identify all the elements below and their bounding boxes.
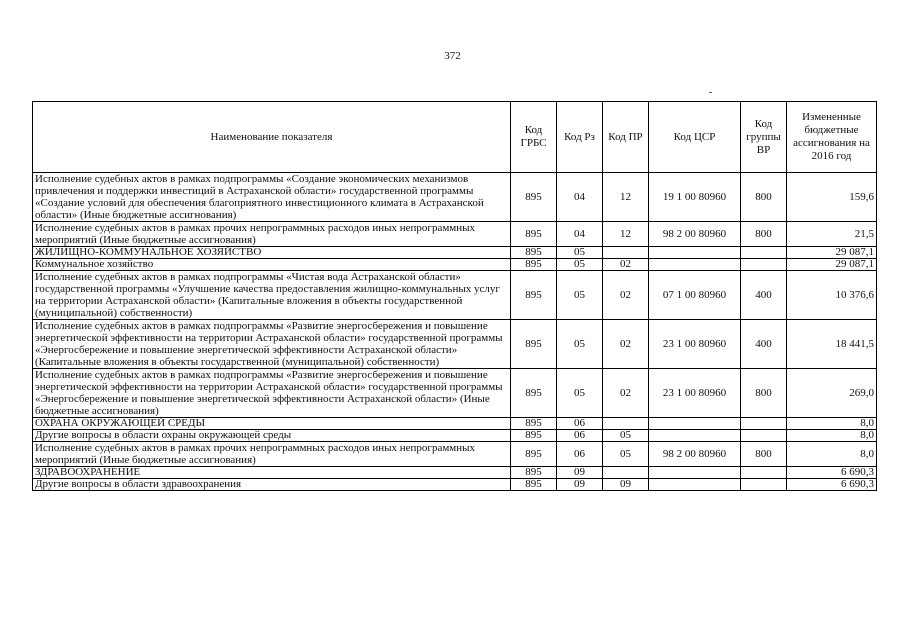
cell-pr	[603, 467, 649, 479]
cell-csr	[649, 247, 741, 259]
table-row	[33, 369, 877, 418]
cell-vr: 800	[741, 173, 787, 222]
cell-name: Коммунальное хозяйство	[33, 259, 511, 271]
table-row	[33, 222, 877, 247]
header-csr: Код ЦСР	[649, 102, 741, 173]
cell-pr: 12	[603, 173, 649, 222]
cell-rz: 06	[557, 418, 603, 430]
header-pr: Код ПР	[603, 102, 649, 173]
cell-grbs: 895	[511, 369, 557, 418]
table-row	[33, 259, 877, 271]
cell-csr	[649, 479, 741, 491]
cell-vr: 400	[741, 271, 787, 320]
cell-name: Исполнение судебных актов в рамках прочих непрограммных расходов иных непрограммных мероприятий (Иные бюджетные ассигнования)	[33, 442, 511, 467]
cell-pr: 02	[603, 320, 649, 369]
cell-amount: 269,0	[787, 369, 877, 418]
cell-vr: 400	[741, 320, 787, 369]
cell-csr: 19 1 00 80960	[649, 173, 741, 222]
cell-pr	[603, 247, 649, 259]
cell-amount: 6 690,3	[787, 479, 877, 491]
cell-grbs: 895	[511, 320, 557, 369]
cell-grbs: 895	[511, 442, 557, 467]
table-row	[33, 173, 877, 222]
header-grbs: Код ГРБС	[511, 102, 557, 173]
cell-csr	[649, 430, 741, 442]
cell-amount: 10 376,6	[787, 271, 877, 320]
cell-rz: 04	[557, 222, 603, 247]
cell-pr	[603, 418, 649, 430]
cell-name: Исполнение судебных актов в рамках подпрограммы «Чистая вода Астраханской области» государственной программы «Улучшение качества предоставления жилищно-коммунальных услуг на территории Астраханской области» (Капитальные вложения в объекты государственной (муниципальной) собственности)	[33, 271, 511, 320]
cell-rz: 09	[557, 467, 603, 479]
cell-rz: 05	[557, 259, 603, 271]
cell-grbs: 895	[511, 173, 557, 222]
cell-name: Исполнение судебных актов в рамках подпрограммы «Развитие энергосбережения и повышение энергетической эффективности на территории Астраханской области» государственной программы «Энергосбережение и повышение энергетической эффективности Астраханской области» (Иные бюджетные ассигнования)	[33, 369, 511, 418]
budget-table	[32, 101, 877, 491]
cell-amount: 159,6	[787, 173, 877, 222]
cell-name: ЖИЛИЩНО-КОММУНАЛЬНОЕ ХОЗЯЙСТВО	[33, 247, 511, 259]
page-number: 372	[444, 50, 461, 62]
cell-csr	[649, 418, 741, 430]
cell-vr: 800	[741, 442, 787, 467]
cell-vr: 800	[741, 222, 787, 247]
cell-name: Исполнение судебных актов в рамках подпрограммы «Создание экономических механизмов привлечения и поддержки инвестиций в Астраханской области» государственной программы «Создание условий для обеспечения благоприятного инвестиционного климата в Астраханской области» (Иные бюджетные ассигнования)	[33, 173, 511, 222]
cell-csr: 07 1 00 80960	[649, 271, 741, 320]
cell-rz: 05	[557, 369, 603, 418]
cell-amount: 21,5	[787, 222, 877, 247]
cell-name: ЗДРАВООХРАНЕНИЕ	[33, 467, 511, 479]
header-amount: Измененные бюджетные ассигнования на 2016 год	[787, 102, 877, 173]
cell-rz: 06	[557, 430, 603, 442]
cell-vr	[741, 247, 787, 259]
cell-amount: 6 690,3	[787, 467, 877, 479]
cell-csr	[649, 467, 741, 479]
cell-amount: 29 087,1	[787, 247, 877, 259]
cell-grbs: 895	[511, 479, 557, 491]
header-name: Наименование показателя	[33, 102, 511, 173]
table-row	[33, 320, 877, 369]
cell-vr	[741, 467, 787, 479]
cell-pr: 02	[603, 259, 649, 271]
table-row	[33, 271, 877, 320]
cell-vr	[741, 430, 787, 442]
cell-rz: 09	[557, 479, 603, 491]
cell-name: Другие вопросы в области здравоохранения	[33, 479, 511, 491]
cell-csr: 98 2 00 80960	[649, 222, 741, 247]
header-rz: Код Рз	[557, 102, 603, 173]
cell-grbs: 895	[511, 259, 557, 271]
cell-amount: 29 087,1	[787, 259, 877, 271]
cell-csr: 23 1 00 80960	[649, 369, 741, 418]
cell-vr	[741, 259, 787, 271]
cell-grbs: 895	[511, 467, 557, 479]
cell-name: Исполнение судебных актов в рамках подпрограммы «Развитие энергосбережения и повышение энергетической эффективности на территории Астраханской области» государственной программы «Энергосбережение и повышение энергетической эффективности Астраханской области» (Капитальные вложения в объекты государственной (муниципальной) собственности)	[33, 320, 511, 369]
cell-pr: 02	[603, 271, 649, 320]
cell-name: ОХРАНА ОКРУЖАЮЩЕЙ СРЕДЫ	[33, 418, 511, 430]
cell-grbs: 895	[511, 430, 557, 442]
cell-vr	[741, 479, 787, 491]
cell-name: Исполнение судебных актов в рамках прочих непрограммных расходов иных непрограммных мероприятий (Иные бюджетные ассигнования)	[33, 222, 511, 247]
table-header-row	[33, 102, 877, 173]
table-row	[33, 418, 877, 430]
cell-amount: 8,0	[787, 418, 877, 430]
table-row	[33, 467, 877, 479]
cell-name: Другие вопросы в области охраны окружающей среды	[33, 430, 511, 442]
cell-grbs: 895	[511, 418, 557, 430]
cell-rz: 06	[557, 442, 603, 467]
cell-amount: 8,0	[787, 442, 877, 467]
table-row	[33, 247, 877, 259]
cell-pr: 12	[603, 222, 649, 247]
cell-amount: 8,0	[787, 430, 877, 442]
cell-amount: 18 441,5	[787, 320, 877, 369]
cell-rz: 05	[557, 247, 603, 259]
cell-pr: 02	[603, 369, 649, 418]
cell-vr: 800	[741, 369, 787, 418]
cell-pr: 05	[603, 442, 649, 467]
cell-rz: 04	[557, 173, 603, 222]
cell-rz: 05	[557, 320, 603, 369]
cell-csr: 23 1 00 80960	[649, 320, 741, 369]
header-vr: Код группы ВР	[741, 102, 787, 173]
table-row	[33, 442, 877, 467]
cell-rz: 05	[557, 271, 603, 320]
scan-speck	[709, 92, 712, 93]
cell-csr: 98 2 00 80960	[649, 442, 741, 467]
table-row	[33, 430, 877, 442]
cell-vr	[741, 418, 787, 430]
cell-grbs: 895	[511, 222, 557, 247]
cell-csr	[649, 259, 741, 271]
cell-pr: 05	[603, 430, 649, 442]
cell-grbs: 895	[511, 247, 557, 259]
cell-pr: 09	[603, 479, 649, 491]
cell-grbs: 895	[511, 271, 557, 320]
table-row	[33, 479, 877, 491]
